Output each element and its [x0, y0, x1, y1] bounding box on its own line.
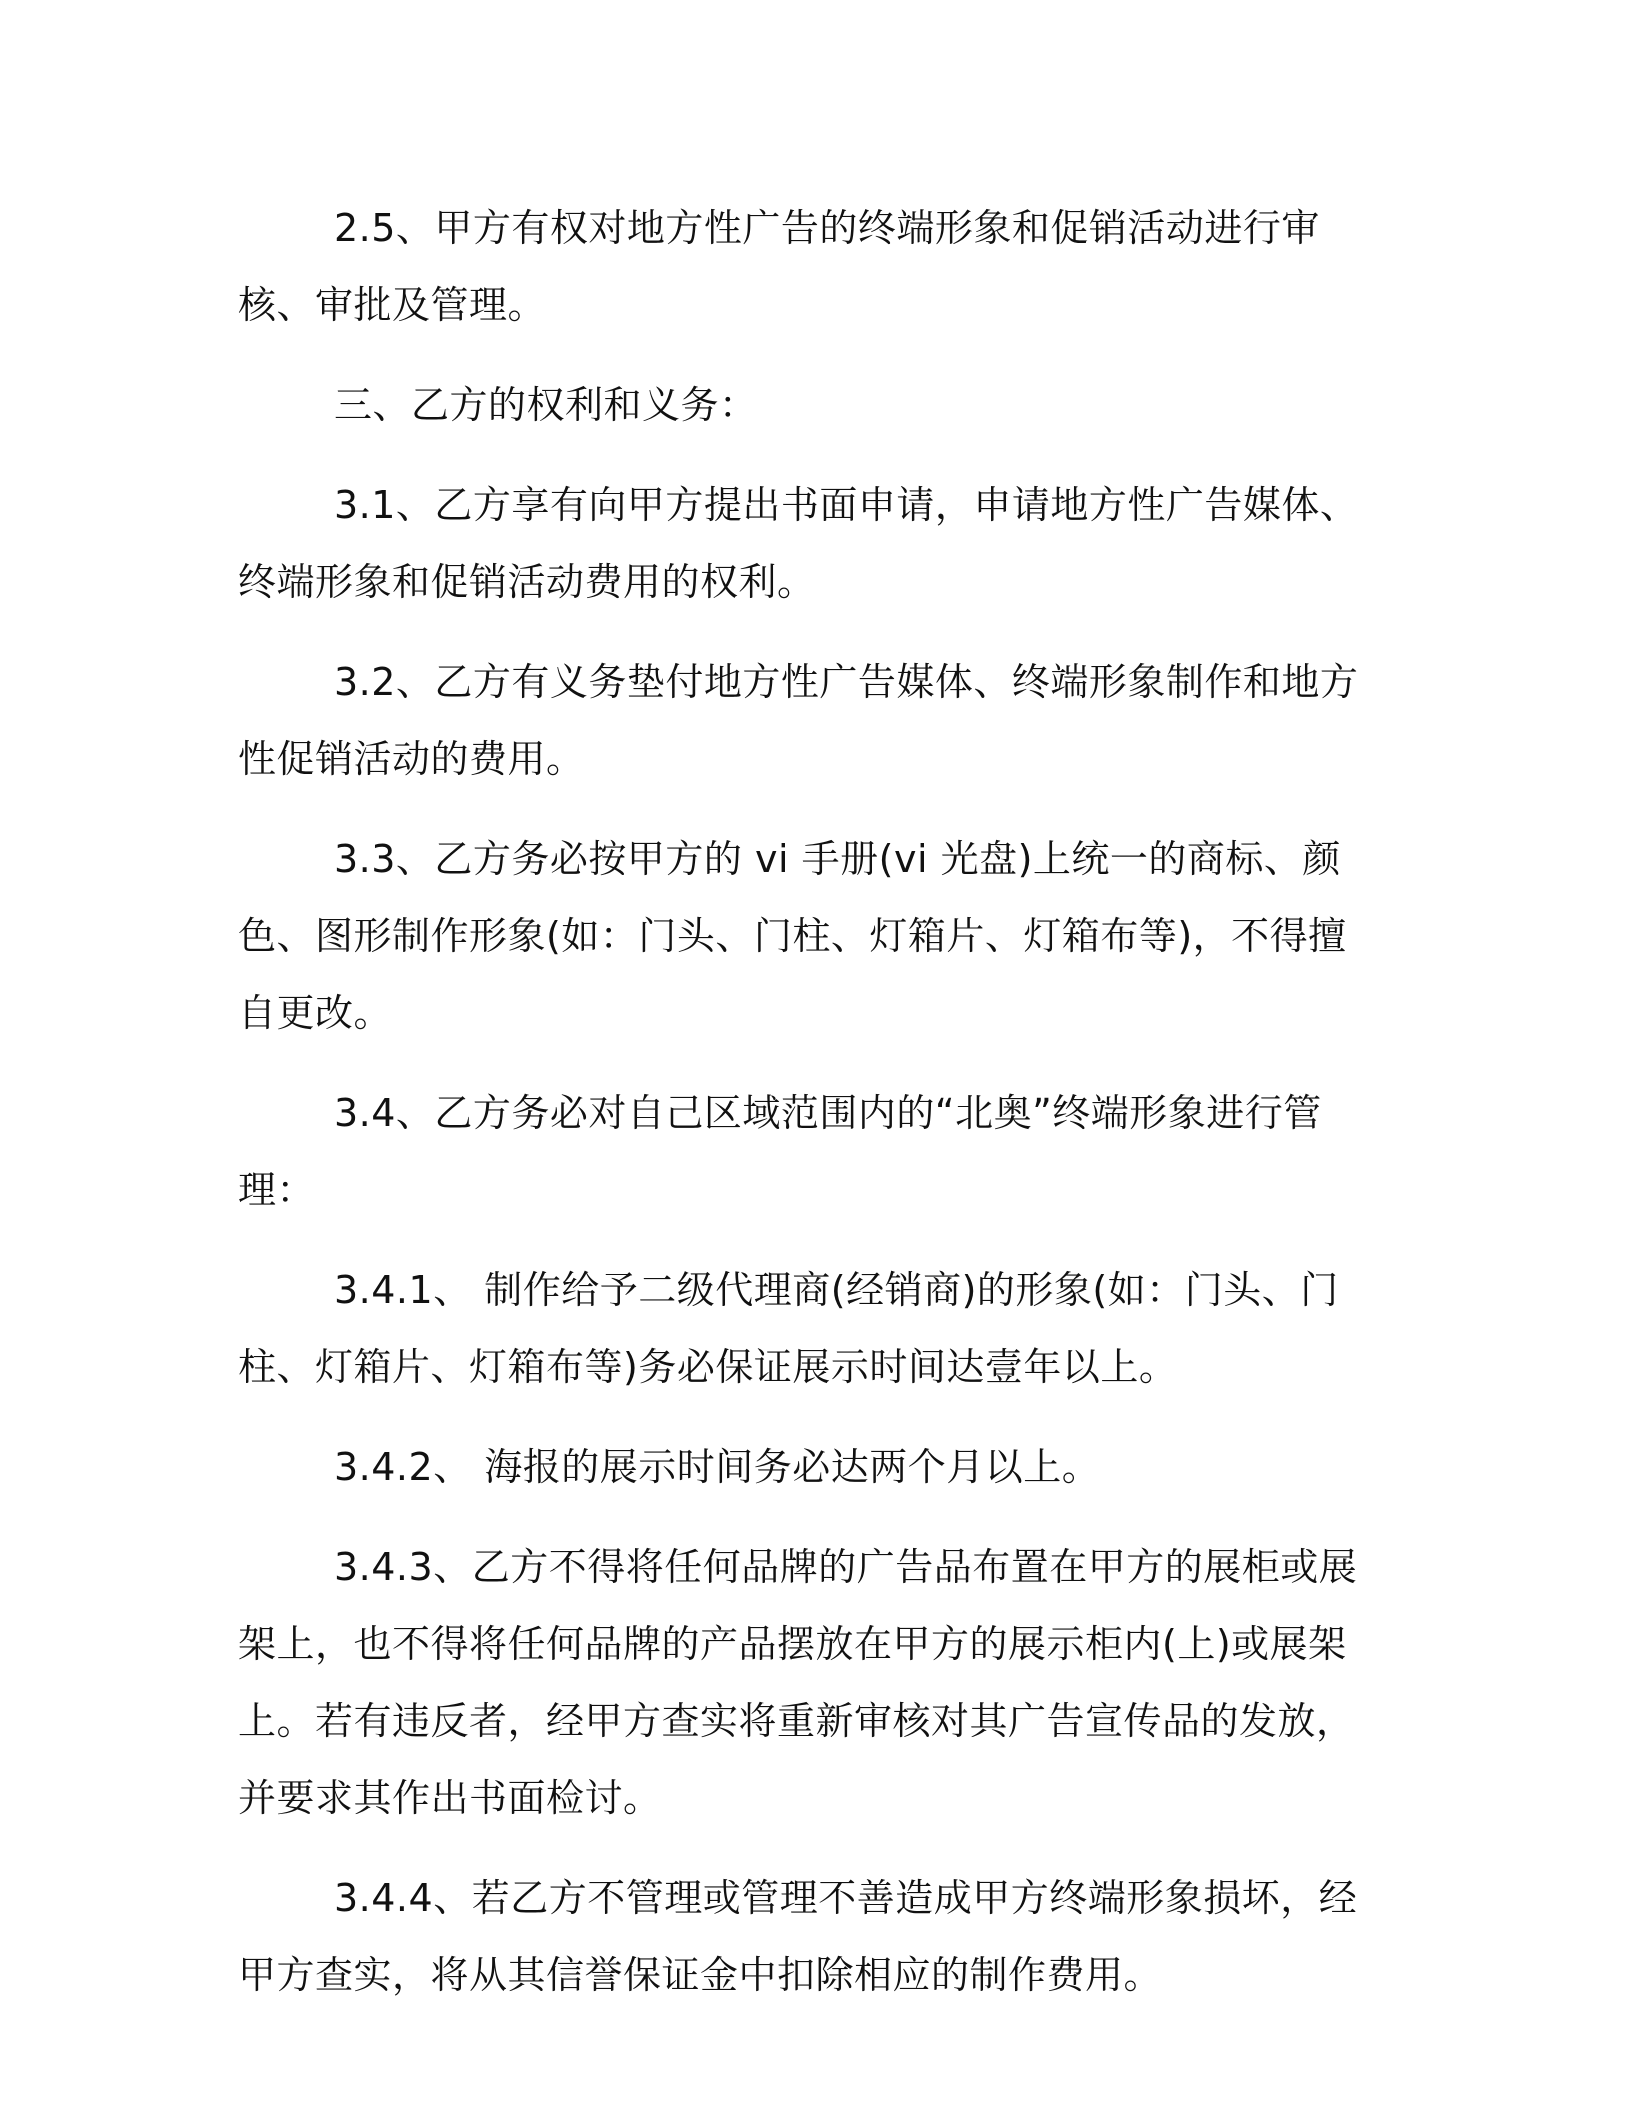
paragraph-2-5: 2.5、甲方有权对地方性广告的终端形象和促销活动进行审核、审批及管理。 — [238, 206, 1320, 327]
paragraph-3-4-4: 3.4.4、若乙方不管理或管理不善造成甲方终端形象损坏，经甲方查实，将从其信誉保证金中扣除相应的制作费用。 — [238, 1876, 1358, 1997]
paragraph-3-1: 3.1、乙方享有向甲方提出书面申请，申请地方性广告媒体、终端形象和促销活动费用的权利。 — [238, 483, 1359, 604]
paragraph-3-4-3: 3.4.3、乙方不得将任何品牌的广告品布置在甲方的展柜或展架上，也不得将任何品牌的产品摆放在甲方的展示柜内(上)或展架上。若有违反者，经甲方查实将重新审核对其广告宣传品的发放，并要求其作出书面检讨。 — [238, 1545, 1358, 1820]
paragraph-3-4-2: 3.4.2、 海报的展示时间务必达两个月以上。 — [334, 1445, 1101, 1489]
paragraph-3-4-1: 3.4.1、 制作给予二级代理商(经销商)的形象(如：门头、门柱、灯箱片、灯箱布等)务必保证展示时间达壹年以上。 — [238, 1268, 1339, 1389]
paragraph-3-4: 3.4、乙方务必对自己区域范围内的“北奥”终端形象进行管理： — [238, 1091, 1322, 1212]
section-heading-3: 三、乙方的权利和义务： — [334, 383, 758, 427]
paragraph-3-2: 3.2、乙方有义务垫付地方性广告媒体、终端形象制作和地方性促销活动的费用。 — [238, 660, 1359, 781]
document-body — [238, 190, 1380, 2037]
paragraph-3-3: 3.3、乙方务必按甲方的 vi 手册(vi 光盘)上统一的商标、颜色、图形制作形象(如：门头、门柱、灯箱片、灯箱布等)，不得擅自更改。 — [238, 837, 1347, 1035]
